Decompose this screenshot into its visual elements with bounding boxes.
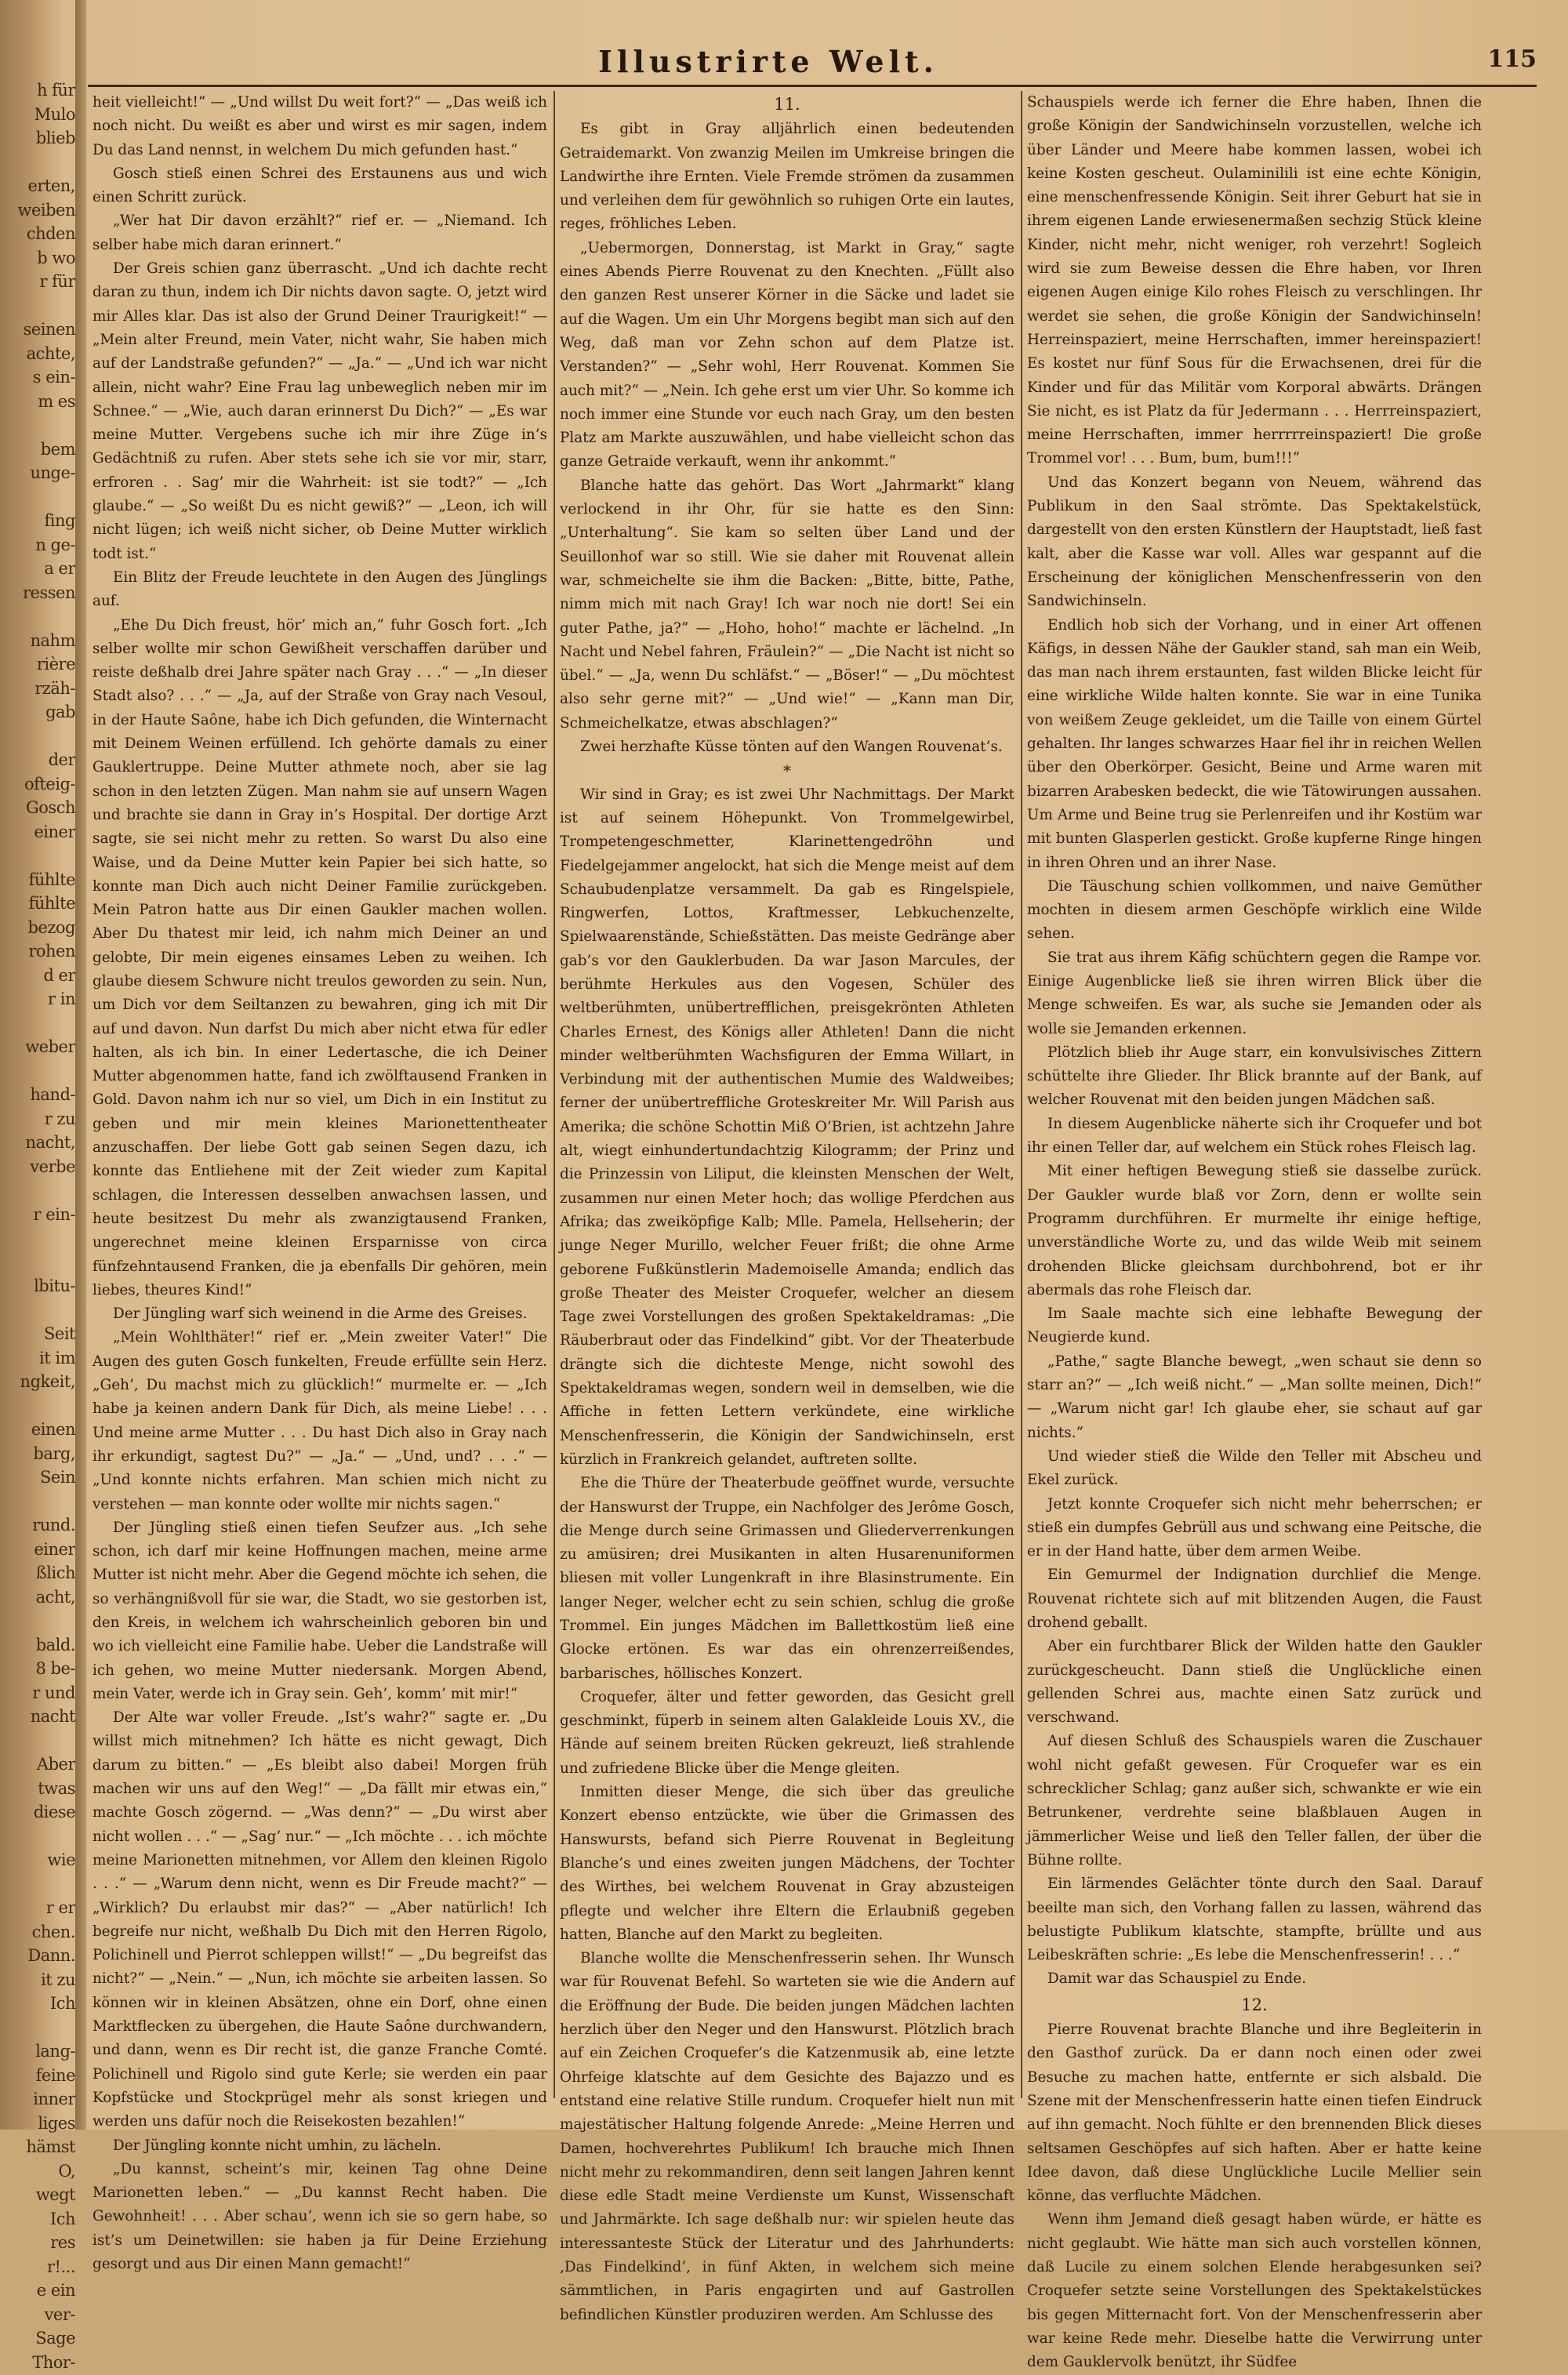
fragment-line: h für [36,81,75,100]
fragment-line: achte, [26,343,75,363]
chapter-number: 11. [774,95,800,114]
fragment-line: ver- [44,2304,75,2324]
paragraph: Gosch stieß einen Schrei des Erstaunens aus und wich einen Schritt zurück. [93,165,547,206]
fragment-line [0,413,75,438]
fragment-line: Sein [39,1468,75,1487]
fragment-line: bezog [27,917,75,937]
column-divider [1021,91,1022,2098]
fragment-line: r er [45,1898,75,1917]
fragment-line: rzäh- [34,678,75,698]
fragment-line: rière [36,655,75,674]
paragraph: Pierre Rouvenat brachte Blanche und ihre Begleiterin in den Gasthof zurück. Da er dann noch einen oder zwei Besuche zu machen hatte, entfernte er sich alsbald. Die Szene mit der Menschenfresserin hatte einen tiefen Eindruck auf ihn gemacht. Noch fühlte er den brennenden Blick dieses seltsamen Geschöpfes auf sich haften. Aber er hatte keine Idee davon, daß diese Unglückliche Lucile Mellier sein könne, das verfluchte Mädchen. [1027,2021,1482,2205]
fragment-line: weber [25,1037,75,1056]
fragment-line: barg, [33,1444,75,1463]
fragment-line: ngkeit, [20,1372,75,1391]
fragment-line: ressen [23,583,75,602]
fragment-line: r in [48,990,75,1008]
fragment-line: b wo [37,248,75,267]
fragment-line: Mulo [34,104,75,124]
fragment-line [0,1059,75,1084]
paragraph: Endlich hob sich der Vorhang, und in einer Art offenen Käfigs, in dessen Nähe der Gaukler stand, sah man ein Weib, das man nach ihrem erstaunten, fast wilden Blicke leicht für eine wirkliche Wilde halten konnte. Sie war in eine Tunika von weißem Zeuge gekleidet, um die Taille von einem Gürtel gehalten. Ihr langes schwarzes Haar fiel ihr in reichen Wellen über den Oberkörper. Gesicht, Beine und Arme waren mit bizarren Arabesken bedeckt, die wie Tätowirungen aussahen. Um Arme und Beine trug sie Perlenreifen und ihr Kostüm war mit bunten Glasperlen gestickt. Große kupferne Ringe hingen in ihren Ohren und an ihrer Nase. [1027,616,1482,871]
paragraph: „Wer hat Dir davon erzählt?“ rief er. — „Niemand. Ich selber habe mich daran erinnert.“ [93,212,547,253]
fragment-line: a er [44,559,75,578]
fragment-line: erten, [27,176,75,195]
fragment-line [0,1825,75,1849]
fragment-line: bald. [35,1635,75,1654]
fragment-line: hämst [26,2137,75,2156]
fragment-line: hand- [30,1085,75,1104]
fragment-line [0,1609,75,1633]
fragment-line: s ein- [32,368,75,387]
fragment-line [0,1729,75,1753]
fragment-line: 8 be- [35,1659,75,1678]
fragment-line: m es [38,391,75,411]
fragment-line [0,1490,75,1514]
paragraph: Auf diesen Schluß des Schauspiels waren die Zuschauer wohl nicht gefaßt gewesen. Für Croquefer war es ein schrecklicher Schlag; ganz außer sich, schwankte er wie ein Betrunkener, verdrehte seine blaßblauen Augen in jämmerlicher Weise und ließ den Teller fallen, der über die Bühne rollte. [1027,1733,1482,1868]
fragment-line: seinen [23,320,75,339]
fragment-line [0,1178,75,1203]
fragment-line: gab [45,703,75,721]
fragment-line: nacht [30,1707,75,1726]
section-separator: * [783,761,791,781]
column-1 [93,91,547,2273]
fragment-line [0,1298,75,1323]
fragment-line: verbe [30,1157,75,1176]
fragment-line: n ge- [35,535,75,554]
paragraph: Plötzlich blieb ihr Auge starr, ein konvulsivisches Zittern schüttelte ihre Glieder. Ihr Blick brannte auf der Bank, auf welcher Rouvenat mit den beiden jungen Mädchen saß. [1027,1044,1482,1109]
adjacent-page-fragment [0,78,75,2372]
fragment-line: it im [39,1348,75,1367]
fragment-line: Ich [49,1994,75,2013]
newspaper-title: Illustrirte Welt. [598,44,938,79]
fragment-line: wie [47,1850,75,1869]
fragment-line: rohen [28,942,75,961]
fragment-line: fühlte [28,894,75,913]
fragment-line: lang- [35,2042,75,2061]
fragment-line [0,1872,75,1897]
paragraph: „Ehe Du Dich freust, hör’ mich an,“ fuhr Gosch fort. „Ich selber wollte mir schon Gewißheit verschaffen darüber und reiste deßhalb drei Jahre später nach Gray . . .“ — „In dieser Stadt also? . . .“ — „Ja, auf der Straße von Gray nach Vesoul, in der Haute Saône, habe ich Dich gefunden, die Winternacht mit Deinem Weinen erfüllend. Ich gehörte damals zu einer Gauklertruppe. Deine Mutter athmete noch, aber sie lag schon in den letzten Zügen. Man nahm sie auf unsern Wagen und brachte sie dann in Gray in’s Hospital. Der dortige Arzt sagte, sie sei nicht mehr zu retten. So warst Du also eine Waise, und da Deine Mutter kein Papier bei sich hatte, so konnte man Dich auch nicht Deiner Familie zurückgeben. Mein Patron hatte aus Dir einen Gaukler machen wollen. Aber Du thatest mir leid, ich nahm mich Deiner an und gelobte, Dir mein eigenes einsames Leben zu weihen. Ich glaube diesem Schwure nicht treulos geworden zu sein. Nun, um Dich vor dem Seiltanzen zu bewahren, ging ich mit Dir auf und davon. Nun darfst Du mich aber nicht etwa für edler halten, als ich bin. In einer Ledertasche, die ich Deiner Mutter abgenommen hatte, fand ich zwölftausend Franken in Gold. Davon nahm ich nur so viel, um Dich in ein Institut zu geben und mir mein kleines Marionettentheater anzuschaffen. Der liebe Gott gab seinen Segen dazu, ich konnte das Entliehene mit der Zeit wieder zum Kapital schlagen, die Interessen desselben anwachsen lassen, und heute besitzest Du mehr als zwanzigtausend Franken, ungerechnet meine kleinen Ersparnisse von circa fünfzehntausend Franken, die ja ebenfalls Dir gehören, mein liebes, theures Kind!“ [93,616,547,1298]
fragment-line: twas [38,1778,75,1798]
fragment-line: Sage [35,2329,75,2348]
paragraph: Der Jüngling warf sich weinend in die Arme des Greises. [113,1306,528,1323]
paragraph: Jetzt konnte Croquefer sich nicht mehr beherrschen; er stieß ein dumpfes Gebrüll aus und schwang eine Peitsche, die er in der Hand hatte, über dem armen Weibe. [1027,1495,1482,1560]
fragment-line: fühlte [28,870,75,889]
paragraph: Croquefer, älter und fetter geworden, das Gesicht grell geschminkt, füperb in seinem alten Galakleide Louis XV., die Hände auf seinem breiten Rücken gekreuzt, ließ strahlende und zufriedene Blicke über die Menge gleiten. [560,1688,1014,1777]
column-divider [554,91,555,2098]
fragment-line: der [48,750,75,769]
fragment-line: fing [44,511,75,530]
paragraph: Der Jüngling konnte nicht umhin, zu lächeln. [113,2137,441,2154]
fragment-line [0,485,75,510]
fragment-line: r für [39,272,75,291]
fragment-line [0,294,75,318]
fragment-line: blieb [35,129,75,147]
fragment-line: Dann. [27,1946,75,1965]
paragraph: „Uebermorgen, Donnerstag, ist Markt in Gray,“ sagte eines Abends Pierre Rouvenat zu den Knechten. „Füllt also den ganzen Rest unserer Körner in die Säcke und ladet sie auf die Wagen. Um ein Uhr Morgens begibt man sich auf den Weg, daß man vor Zehn schon auf dem Platze ist. Verstanden?“ — „Sehr wohl, Herr Rouvenat. Kommen Sie auch mit?“ — „Nein. Ich gehe erst um vier Uhr. So komme ich noch immer eine Stunde vor euch nach Gray, um den besten Platz am Markte auszuwählen, und habe vielleicht schon das ganze Getraide verkauft, wenn ihr ankommt.“ [560,239,1014,470]
fragment-line: O, [58,2161,75,2181]
paragraph: „Pathe,“ sagte Blanche bewegt, „wen schaut sie denn so starr an?“ — „Ich weiß nicht.“ — „Man sollte meinen, Dich!“ — „Warum nicht gar! Ich glaube eher, sie schaut auf gar nichts.“ [1027,1353,1482,1441]
paragraph: Im Saale machte sich eine lebhafte Bewegung der Neugierde kund. [1027,1306,1482,1346]
fragment-line [0,2016,75,2040]
fragment-line: inner [33,2090,75,2108]
paragraph: Ein lärmendes Gelächter tönte durch den Saal. Darauf beeilte man sich, den Vorhang fallen zu lassen, während das belustigte Publikum klatschte, stampfte, brüllte und aus Leibeskräften schrie: „Es lebe die Menschenfresserin! . . .“ [1027,1876,1482,1964]
paragraph: Wenn ihm Jemand dieß gesagt haben würde, er hätte es nicht geglaubt. Wie hätte man sich auch vorstellen können, daß Lucile zu einem solchen Elende herabgesunken sei? Croquefer setzte seine Vorstellungen des Spektakelstückes bis gegen Mitternacht fort. Von der Menschenfresserin aber war keine Rede mehr. Dieselbe hatte die Verwirrung unter dem Gauklervolk benützt, ihr Südfee [1027,2211,1482,2371]
fragment-line: chden [26,224,75,243]
chapter-number: 12. [1241,1995,1268,2014]
fragment-line: Gosch [26,798,75,817]
fragment-line: chen. [31,1922,75,1941]
paragraph: Es gibt in Gray alljährlich einen bedeutenden Getraidemarkt. Von zwanzig Meilen im Umkreise bringen die Landwirthe ihre Ernten. Viele Fremde strömen da zusammen und verleihen dem für gewöhnlich so ruhigen Orte ein lautes, reges, fröhliches Leben. [560,121,1014,233]
fragment-line: rund. [32,1516,75,1534]
paragraph: „Du kannst, scheint’s mir, keinen Tag ohne Deine Marionetten leben.“ — „Du kannst Recht haben. Die Gewohnheit! . . . Aber schau’, wenn ich sie so gern habe, so ist’s um Deinetwillen: sie haben ja für Deine Erziehung gesorgt und aus Dir einen Mann gemacht!“ [93,2160,547,2273]
fragment-line: Thor- [32,2352,75,2372]
column-3 [1027,91,1482,2371]
page-number: 115 [1487,45,1537,73]
fragment-line: einer [34,1539,75,1559]
fragment-line [0,1394,75,1418]
paragraph: Mit einer heftigen Bewegung stieß sie dasselbe zurück. Der Gaukler wurde blaß vor Zorn, denn er wollte sein Programm durchführen. Er murmelte ihr einige heftige, unverständliche Worte zu, und das wilde Weib mit seinem drohenden Blicke gleichsam durchbohrend, bot er ihr abermals das rohe Fleisch dar. [1027,1163,1482,1298]
paragraph: Zwei herzhafte Küsse tönten auf den Wangen Rouvenat’s. [580,739,1003,756]
paragraph: Wir sind in Gray; es ist zwei Uhr Nachmittags. Der Markt ist auf seinem Höhepunkt. Von Trommelgewirbel, Trompetengeschmetter, Klarinettengedröhn und Fiedelgejammer angelockt, hat sich die Menge meist auf dem Schaubudenplatze versammelt. Da gab es Ringelspiele, Ringwerfen, Lottos, Kraftmesser, Lebkuchenzelte, Spielwaarenstände, Schießstätten. Das meiste Gedränge aber gab’s vor den Gauklerbuden. Da war Jason Marcules, der berühmte Herkules aus den Vogesen, Schüler des weltberühmten, unübertrefflichen, preisgekrönten Athleten Charles Ernest, des Königs aller Athleten! Dann die nicht minder weltberühmten Wachsfiguren der Emma Willart, in Verbindung mit der authentischen Mumie des Waldweibes; ferner der unübertreffliche Groteskreiter Mr. Will Parish aus Amerika; die schöne Schottin Miß O’Brien, ist achtzehn Jahre alt, wiegt einhundertundachtzig Kilogramm; der Prinz und die Prinzessin von Liliput, die kleinsten Menschen der Welt, zusammen nur einen Meter hoch; das wollige Pferdchen aus Afrika; das zweiköpfige Kalb; Mlle. Pamela, Hellseherin; der junge Neger Murillo, welcher Feuer frißt; die ohne Arme geborene Fußkünstlerin Mademoiselle Amanda; endlich das große Theater des Meister Croquefer, welcher an diesem Tage zwei Vorstellungen des großen Spektakeldramas: „Die Räuberbraut oder das Findelkind“ gibt. Vor der Theaterbude drängte sich die dichteste Menge, nicht sowohl des Spektakeldramas wegen, sondern weil in demselben, wie die Affiche in fetten Lettern verkündete, eine wirkliche Menschenfresserin, die Königin der Sandwichinseln, erst kürzlich in Frankreich gelandet, auftreten sollte. [560,786,1014,1468]
fragment-line: lbitu- [34,1276,75,1295]
fragment-line [0,605,75,629]
fragment-line [0,1251,75,1275]
fragment-line [0,1226,75,1251]
fragment-line: res [50,2233,75,2252]
fragment-line: liges [38,2113,75,2133]
fragment-line: nahm [30,630,75,650]
fragment-line: e ein [36,2281,75,2300]
fragment-line: einen [31,1420,75,1439]
fragment-line: wegt [35,2185,75,2204]
paragraph: Der Greis schien ganz überrascht. „Und ich dachte recht daran zu thun, indem ich Dir nichts davon sagte. O, jetzt wird mir Alles klar. Das ist also der Grund Deiner Traurigkeit!“ — „Mein alter Freund, mein Vater, nicht wahr, Sie haben mich auf der Landstraße gefunden?“ — „Ja.“ — „Und ich war nicht allein, nicht wahr? Eine Frau lag unbeweglich neben mir im Schnee.“ — „Wie, auch daran erinnerst Du Dich?“ — „Es war meine Mutter. Vergebens suche ich mir ihre Züge in’s Gedächtniß zu rufen. Aber stets sehe ich sie vor mir, starr, erfroren . . Sag’ mir die Wahrheit: ist sie todt?“ — „Ich glaube.“ — „So weißt Du es nicht gewiß?“ — „Leon, ich will nicht lügen; ich weiß nicht sicher, ob Deine Mutter wirklich todt ist.“ [93,260,547,562]
paragraph: Aber ein furchtbarer Blick der Wilden hatte den Gaukler zurückgescheucht. Dann stieß die Unglückliche einen gellenden Schrei aus, machte einen Satz zurück und verschwand. [1027,1638,1482,1727]
paragraph: Ein Gemurmel der Indignation durchlief die Menge. Rouvenat richtete sich auf mit blitzenden Augen, die Faust drohend geballt. [1027,1567,1482,1631]
header-rule [88,85,1537,87]
fragment-line: ofteig- [24,774,75,793]
fragment-line: d er [43,965,75,985]
fragment-line: Seit [44,1324,75,1343]
paragraph: Der Jüngling stieß einen tiefen Seufzer aus. „Ich sehe schon, ich darf mir keine Hoffnungen machen, meine arme Mutter ist nicht mehr. Aber die Gegend möchte ich sehen, die so verhängnißvoll für sie war, die Stadt, wo sie gestorben ist, den Kreis, in welchem ich wahrscheinlich geboren bin und wo ich vielleicht eine Familie habe. Ueber die Landstraße will ich gehen, wo meine Mutter niedersank. Morgen Abend, mein Vater, werde ich in Gray sein. Geh’, komm’ mit mir!“ [93,1519,547,1702]
fragment-line [0,844,75,868]
paragraph: Blanche hatte das gehört. Das Wort „Jahrmarkt“ klang verlockend in ihr Ohr, für sie hatte es den Sinn: „Unterhaltung“. Sie kam so selten über Land und der Seuillonhof war so still. Wie sie daher mit Rouvenat allein war, schmeichelte sie ihm die Backen: „Bitte, bitte, Pathe, nimm mich mit nach Gray! Ich war noch nie dort! Sei ein guter Pathe, ja?“ — „Hoho, hoho!“ machte er lächelnd. „In Nacht und Nebel fahren, Fräulein?“ — „Die Nacht ist nicht so übel.“ — „Ja, wenn Du schläfst.“ — „Böser!“ — „Du möchtest also sehr gerne mit?“ — „Und wie!“ — „Kann man Dir, Schmeichelkatze, etwas abschlagen?“ [560,477,1014,732]
fragment-line: nacht, [25,1133,75,1152]
fragment-line [0,724,75,749]
fragment-line: Aber [36,1755,75,1774]
fragment-line: r zu [44,1109,75,1128]
paragraph: „Mein Wohlthäter!“ rief er. „Mein zweiter Vater!“ Die Augen des guten Gosch funkelten, Freude erfüllte sein Herz. „Geh’, Du machst mich zu glücklich!“ murmelte er. — „Ich habe ja keinen andern Dank für Dich, als meine Liebe! . . . Und meine arme Mutter . . . Du hast Dich also in Gray nach ihr erkundigt, sagtest Du?“ — „Ja.“ — „Und, und? . . .“ — „Und konnte nichts erfahren. Man schien mich nicht zu verstehen — man konnte oder wollte mir nichts sagen.“ [93,1329,547,1513]
paragraph: Ein Blitz der Freude leuchtete in den Augen des Jünglings auf. [93,568,547,610]
paragraph: Blanche wollte die Menschenfresserin sehen. Ihr Wunsch war für Rouvenat Befehl. So warteten sie wie die Andern auf die Eröffnung der Bude. Die beiden jungen Mädchen lachten herzlich über den Neger und den Hanswurst. Plötzlich brach auf ein Zeichen Croquefer’s die Katzenmusik ab, eine letzte Ohrfeige klatschte auf dem Gesichte des Bajazzo und es entstand eine relative Stille rundum. Croquefer hielt nun mit majestätischer Haltung folgende Anrede: „Meine Herren und Damen, hochverehrtes Publikum! Ich brauche mich Ihnen nicht mehr zu rekommandiren, denn seit langen Jahren kennt diese edle Stadt meine Verdienste um Kunst, Wissenschaft und Jahrmärkte. Ich sage deßhalb nur: wir spielen heute das interessanteste Stück der Literatur und des Jahrhunderts: ‚Das Findelkind‘, in fünf Akten, in welchem sich meine sämmtlichen, in Paris engagirten und auf Gastrollen befindlichen Künstler produziren werden. Am Schlusse des [560,1950,1014,2323]
fragment-line: Ich [49,2209,75,2228]
fragment-line: diese [33,1803,75,1821]
paragraph: Die Täuschung schien vollkommen, und naive Gemüther mochten in diesem armen Geschöpfe wirklich eine Wilde sehen. [1027,877,1482,942]
paragraph: Und das Konzert begann von Neuem, während das Publikum in den Saal strömte. Das Spektakelstück, dargestellt von den ersten Künstlern der Hauptstadt, ließ fast kalt, aber die Kasse war voll. Alles war gespannt auf die Erscheinung der königlichen Menschenfresserin von den Sandwichinseln. [1027,474,1482,610]
fragment-line: weiben [17,200,75,220]
paragraph-continued: Schauspiels werde ich ferner die Ehre haben, Ihnen die große Königin der Sandwichinseln vorzustellen, welche ich über Länder und Meere habe kommen lassen, wobei ich keine Kosten gescheut. Oulaminilili ist eine echte Königin, eine menschenfressende Königin. Seit ihrer Geburt hat sie in ihrem eigenen Lande erwiesenermaßen sechzig Stück kleine Kinder, nicht mehr, nicht weniger, roh verzehrt! Sogleich wird sie zum Beweise dessen die Ehre haben, vor Ihren eigenen Augen einige Kilo rohes Fleisch zu verschlingen. Ihr werdet sie sehen, die große Königin der Sandwichinseln! Herreinspaziert, meine Herrschaften, immer hereinspaziert! Es kostet nur fünf Sous für die Erwachsenen, drei für die Kinder und für das Militär vom Korporal abwärts. Drängen Sie nicht, es ist Platz da für Jedermann . . . Herrreinspaziert, meine Herrschaften, immer herrrrreinspaziert! Die große Trommel vor! . . . Bum, bum, bum!!!“ [1027,94,1482,467]
paragraph: Inmitten dieser Menge, die sich über das greuliche Konzert ebenso entzückte, wie über die Grimassen des Hanswursts, befand sich Pierre Rouvenat in Begleitung Blanche’s und eines zweiten jungen Mädchens, der Tochter des Wirthes, bei welchem Rouvenat in Gray abzusteigen pflegte und welcher ihre Eltern die Erlaubniß gegeben hatten, Blanche auf den Markt zu begleiten. [560,1784,1014,1943]
paragraph: Und wieder stieß die Wilde den Teller mit Abscheu und Ekel zurück. [1027,1447,1482,1489]
fragment-line: acht, [35,1587,75,1607]
fragment-line: r ein- [33,1204,75,1224]
paragraph-continued: heit vielleicht!“ — „Und willst Du weit fort?“ — „Das weiß ich noch nicht. Du weißt es aber und wirst es mir sagen, indem Du das Land nennst, in welchem Du mich gefunden hast.“ [93,94,547,158]
paragraph: Ehe die Thüre der Theaterbude geöffnet wurde, versuchte der Hanswurst der Truppe, ein Nachfolger des Jerôme Gosch, die Menge durch seine Grimassen und Gliederverrenkungen zu amüsiren; drei Musikanten in alten Husarenuniformen bliesen mit voller Lungenkraft in ihre Blasinstrumente. Ein langer Neger, welcher echt zu sein schien, schlug die große Trommel. Ein junges Mädchen im Ballettkostüm ließ eine Glocke ertönen. Es war das ein ohrenzerreißendes, barbarisches, höllisches Konzert. [560,1475,1014,1682]
fragment-line: einer [34,822,75,841]
fragment-line: ßlich [35,1563,75,1582]
paragraph: Damit war das Schauspiel zu Ende. [1047,1970,1307,1988]
fragment-line: unge- [30,463,75,482]
column-2 [560,91,1014,2323]
fragment-line [0,151,75,175]
fragment-line [0,1011,75,1036]
fragment-line: r!... [46,2257,75,2276]
paragraph: Der Alte war voller Freude. „Ist’s wahr?“ sagte er. „Du willst mich mitnehmen? Ich hätte es nicht gewagt, Dich darum zu bitten.“ — „Es bleibt also dabei! Morgen früh machen wir uns auf den Weg!“ — „Da fällt mir etwas ein,“ machte Gosch zögernd. — „Was denn?“ — „Du wirst aber nicht wollen . . .“ — „Sag’ nur.“ — „Ich möchte . . . ich möchte meine Marionetten mitnehmen, vor Allem den kleinen Rigolo . . .“ — „Warum denn nicht, wenn es Dir Freude macht?“ — „Wirklich? Du erlaubst mir das?“ — „Aber natürlich! Ich begreife nur nicht, weßhalb Du Dich mit den Herren Rigolo, Polichinell und Pierrot schleppen willst!“ — „Du begreifst das nicht?“ — „Nein.“ — „Nun, ich möchte sie arbeiten lassen. So können wir in kleinen Absätzen, ohne ein Dorf, ohne einen Marktflecken zu übergehen, die Haute Saône durchwandern, und dann, wenn es Dir recht ist, die ganze Franche Comté. Polichinell und Rigolo sind gute Kerle; sie werden ein paar Kopfstücke und Stockprügel mehr als sonst kriegen und werden uns dafür noch die Reisekosten bezahlen!“ [93,1709,547,2130]
page-binding [75,0,86,2130]
fragment-line: bem [40,439,75,459]
fragment-line: r und [32,1683,75,1702]
paragraph: In diesem Augenblicke näherte sich ihr Croquefer und bot ihr einen Teller dar, auf welchem ein Stück rohes Fleisch lag. [1027,1115,1482,1157]
fragment-line: feine [35,2065,75,2085]
paragraph: Sie trat aus ihrem Käfig schüchtern gegen die Rampe vor. Einige Augenblicke ließ sie ihren wirren Blick über die Menge schweifen. Es war, als suche sie Jemanden oder als wolle sie Jemanden erkennen. [1027,949,1482,1037]
fragment-line: it zu [41,1970,75,1989]
